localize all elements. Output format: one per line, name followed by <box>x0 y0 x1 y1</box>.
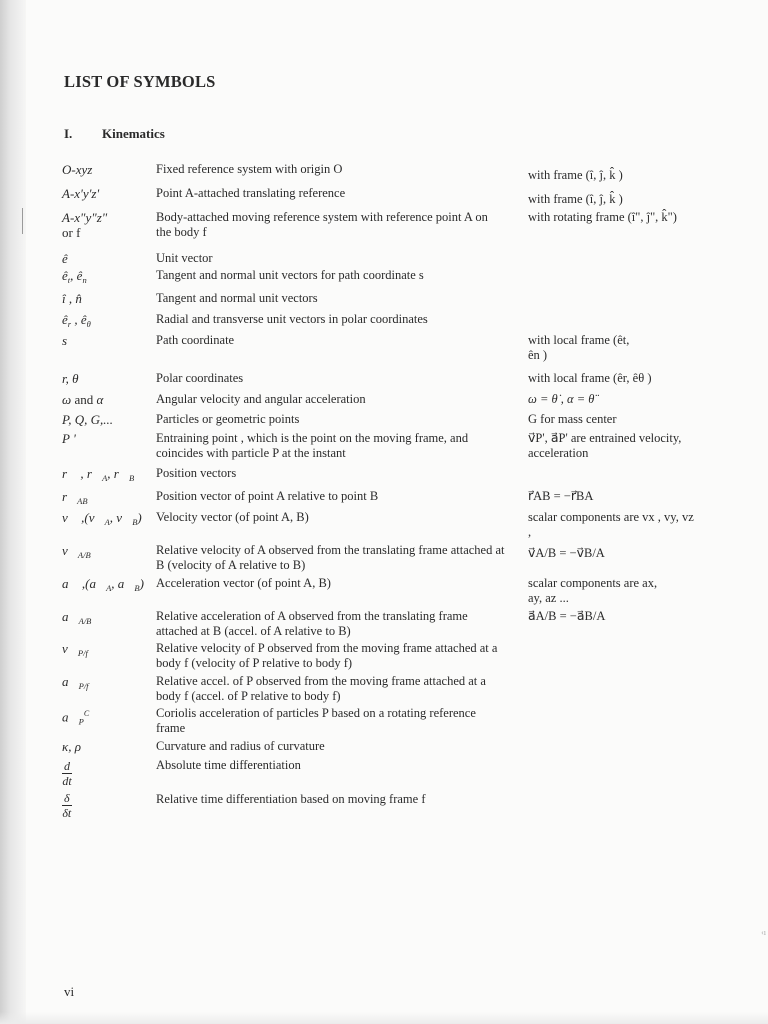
symbol <box>62 489 150 504</box>
symbol: O-xyz <box>62 162 93 177</box>
symbol: ê <box>62 251 68 266</box>
symbol-description: Fixed reference system with origin O <box>156 162 343 176</box>
fraction <box>62 759 72 788</box>
symbol-part: ê <box>62 268 68 283</box>
section-number: I. <box>64 126 73 141</box>
symbol-description: Radial and transverse unit vectors in polar coordinates <box>156 312 428 326</box>
symbol-part: v⃗ ,(v⃗ <box>62 510 105 525</box>
symbol-note: with frame (î, ĵ, k̂ ) <box>528 168 623 182</box>
symbol-part: ê <box>62 312 68 327</box>
symbol-subscript: B <box>132 517 138 527</box>
symbol <box>62 466 150 481</box>
symbol-description: Curvature and radius of curvature <box>156 739 325 753</box>
symbol-note: r⃗AB = −r⃗BA <box>528 489 594 503</box>
symbol-line: or f <box>62 225 81 240</box>
symbol-note: a⃗A/B = −a⃗B/A <box>528 609 606 623</box>
symbol: P, Q, G,... <box>62 412 114 427</box>
symbol-description: Position vectors <box>156 466 237 480</box>
symbol-description: Tangent and normal unit vectors <box>156 291 318 305</box>
symbol-note: G for mass center <box>528 412 617 426</box>
symbol-note: v⃗P', a⃗P' are entrained velocity, acceleration <box>528 431 682 460</box>
symbol-part: ) <box>137 510 142 525</box>
symbol <box>62 210 150 240</box>
symbol-subscript: A/B <box>77 550 91 560</box>
symbol-subscript: P/f <box>78 681 89 691</box>
symbol <box>62 392 150 407</box>
symbol-description: Body-attached moving reference system with reference point A on the body f <box>156 210 488 239</box>
page-binding-shadow <box>0 0 26 1024</box>
symbol <box>62 609 150 624</box>
symbol-part: a⃗ <box>62 609 79 624</box>
symbol-subscript: A <box>106 583 112 593</box>
symbol-description: Point A-attached translating reference <box>156 186 346 200</box>
symbol: P ' <box>62 431 76 446</box>
symbol <box>62 674 150 689</box>
symbol-subscript: t <box>67 275 71 285</box>
symbol-note: scalar components are vx , vy, vz , <box>528 510 694 539</box>
symbol <box>62 510 150 525</box>
margin-mark <box>22 208 23 234</box>
page-bottom-shadow <box>0 1012 768 1024</box>
symbol-part: , ê <box>70 268 83 283</box>
symbol <box>62 706 150 727</box>
symbol-subscript: B <box>134 583 140 593</box>
symbol <box>62 790 150 820</box>
symbol-description: Relative time differentiation based on moving frame f <box>156 792 426 806</box>
symbol-line: A-x"y"z" <box>62 210 108 225</box>
symbol: î , n̂ <box>62 291 82 306</box>
symbol-note: scalar components are ax, ay, az ... <box>528 576 658 605</box>
symbol-subscript: A <box>104 517 110 527</box>
symbol-description: Relative velocity of A observed from the translating frame attached at B (velocity of A relative to B) <box>156 543 505 572</box>
symbol-description: Path coordinate <box>156 333 235 347</box>
symbol-part: r⃗ <box>62 489 78 504</box>
symbol-description: Velocity vector (of point A, B) <box>156 510 309 524</box>
symbol <box>62 268 150 283</box>
fraction-numerator: δ <box>64 791 70 805</box>
symbol: κ, ρ <box>62 739 81 754</box>
symbol-subscript: A <box>102 473 108 483</box>
symbol-description: Relative velocity of P observed from the moving frame attached at a body f (velocity of P relative to body f) <box>156 641 498 670</box>
symbol-description: Position vector of point A relative to point B <box>156 489 379 503</box>
symbol-description: Relative acceleration of A observed from the translating frame attached at B (accel. of A relative to B) <box>156 609 468 638</box>
symbol-subscript: θ <box>86 319 91 329</box>
symbol-part: v⃗ <box>62 543 78 558</box>
fraction-denominator: dt <box>62 774 72 788</box>
symbol: r, θ <box>62 371 79 386</box>
section-title: Kinematics <box>102 126 165 141</box>
fraction-denominator: δt <box>62 806 72 820</box>
symbol-description: Angular velocity and angular acceleration <box>156 392 366 406</box>
symbol <box>62 576 150 591</box>
symbol-note: with rotating frame (î", ĵ", k̂") <box>528 210 677 224</box>
symbol-description: Relative accel. of P observed from the moving frame attached at a body f (accel. of P relative to body f) <box>156 674 486 703</box>
symbol-note: with local frame (êt, ên ) <box>528 333 630 362</box>
symbol-part: , ê <box>71 312 87 327</box>
fraction <box>62 791 72 820</box>
symbol-description: Absolute time differentiation <box>156 758 301 772</box>
symbol-note: ω = θ̇ , α = θ̈ <box>528 392 595 406</box>
symbol-part: a⃗ ,(a⃗ <box>62 576 107 591</box>
symbol <box>62 543 150 558</box>
symbol <box>62 758 150 788</box>
symbol-part: , r⃗ <box>107 466 129 481</box>
fraction-numerator: d <box>64 759 70 773</box>
symbol-subscript: P <box>78 716 84 727</box>
symbol-description: Entraining point , which is the point on the moving frame, and coincides with particle P at the instant <box>156 431 469 460</box>
symbol-subscript: AB <box>77 496 88 506</box>
symbol-part: α <box>96 392 104 407</box>
symbol-description: Acceleration vector (of point A, B) <box>156 576 331 590</box>
symbol-subscript: r <box>67 319 72 329</box>
symbol-part: ) <box>139 576 144 591</box>
symbol <box>62 312 150 327</box>
symbol-note: with frame (î, ĵ, k̂ ) <box>528 192 623 206</box>
symbol-subscript: A/B <box>78 616 92 626</box>
page-edge-mark: ‹ı <box>761 928 766 937</box>
symbol-superscript: C <box>83 709 90 718</box>
symbol: A-x'y'z' <box>62 186 100 201</box>
page-number: vi <box>64 984 75 999</box>
symbol <box>62 641 150 656</box>
symbol-description: Coriolis acceleration of particles P based on a rotating reference frame <box>156 706 476 735</box>
symbol-subscript: P/f <box>77 648 88 658</box>
symbol-part: r⃗ , r⃗ <box>62 466 103 481</box>
symbol-part: ω <box>62 392 72 407</box>
symbol-description: Tangent and normal unit vectors for path coordinate s <box>156 268 424 282</box>
symbol-part: , v⃗ <box>109 510 133 525</box>
symbol-subscript: B <box>128 473 135 483</box>
symbol-part: a⃗ <box>62 674 79 689</box>
symbol-part: , a⃗ <box>111 576 135 591</box>
symbol: s <box>62 333 68 348</box>
symbol-note: with local frame (êr, êθ ) <box>528 371 652 385</box>
symbol-description: Unit vector <box>156 251 213 265</box>
symbol-note: v⃗A/B = −v⃗B/A <box>528 546 605 560</box>
page-title: LIST OF SYMBOLS <box>64 72 216 91</box>
symbol-part: v⃗ <box>62 641 78 656</box>
section-heading <box>64 126 165 142</box>
symbol-part: a⃗ <box>62 709 79 725</box>
symbol-subscript: n <box>82 275 87 285</box>
symbol-part: and <box>71 392 97 407</box>
symbol-description: Polar coordinates <box>156 371 244 385</box>
symbol-description: Particles or geometric points <box>156 412 300 426</box>
